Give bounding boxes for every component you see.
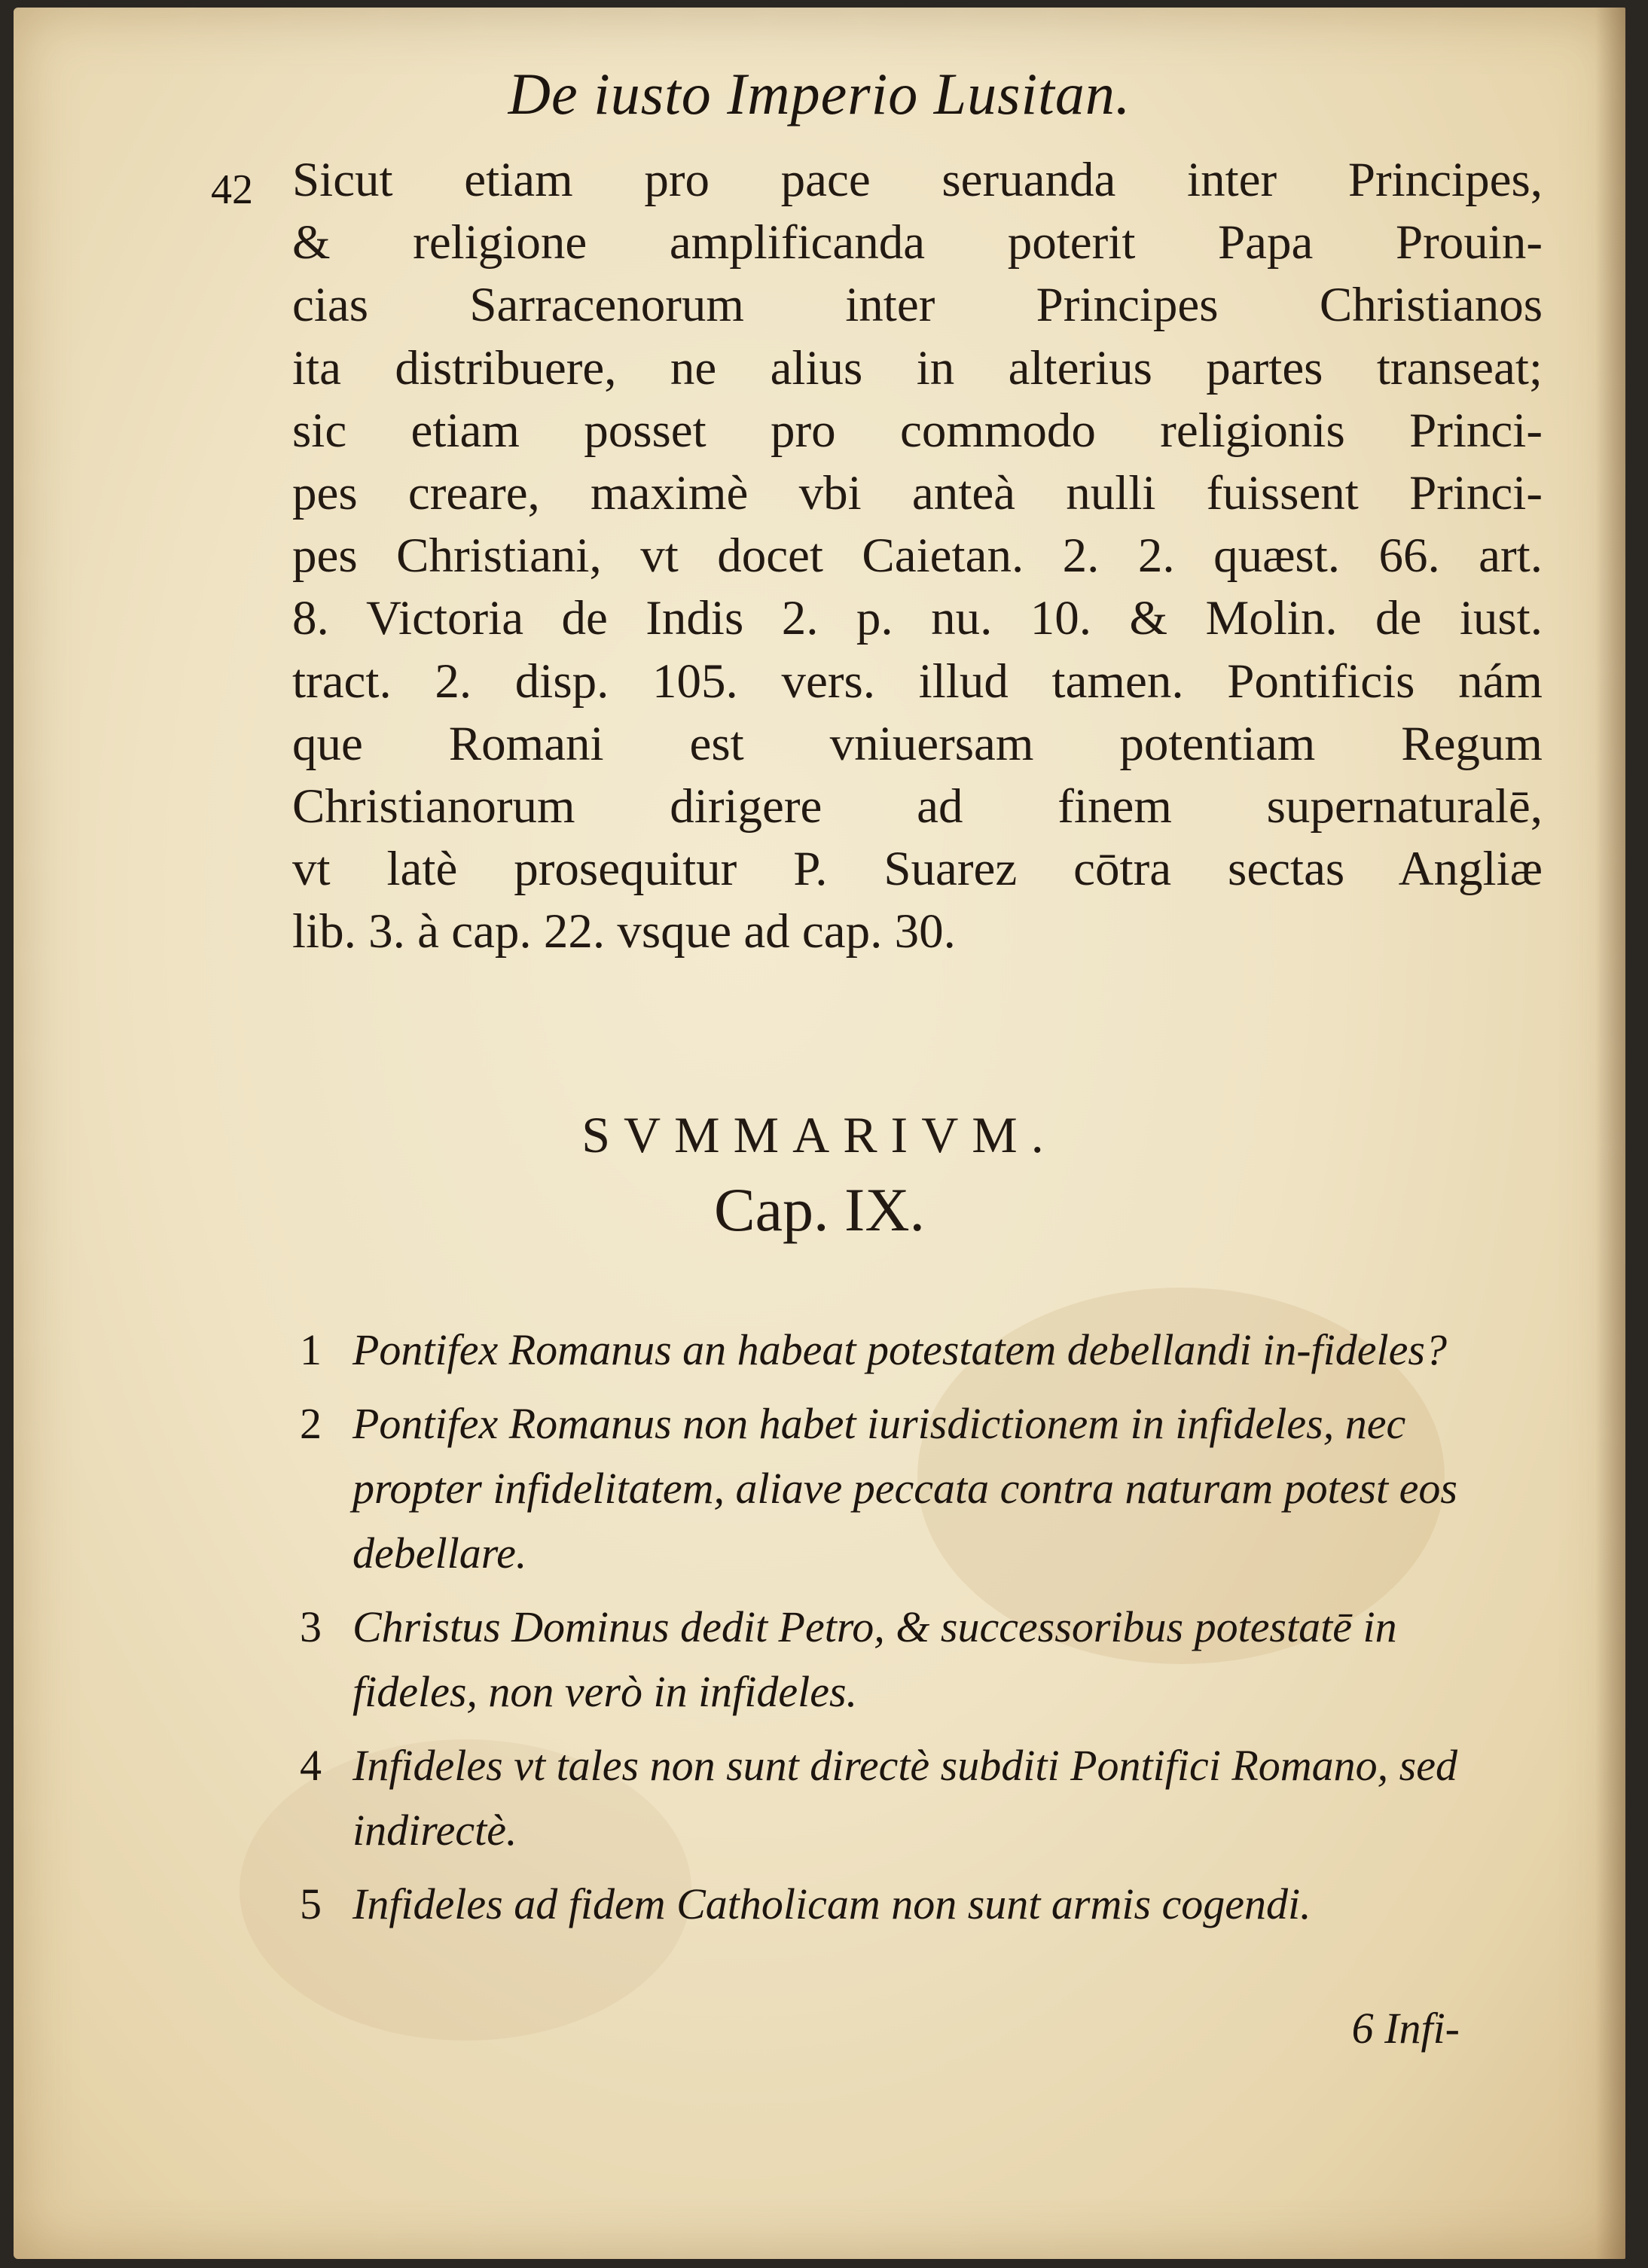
body-line: pes Christiani, vt docet Caietan. 2. 2. quæst. 66. art. [292, 529, 1543, 584]
body-line: tract. 2. disp. 105. vers. illud tamen. Pontificis nám [292, 654, 1543, 709]
summary-item [300, 1318, 1520, 1382]
summary-item-number: 3 [300, 1602, 322, 1651]
body-line: que Romani est vniuersam potentiam Regum [292, 716, 1543, 771]
body-line: sic etiam posset pro commodo religionis Princi- [292, 403, 1543, 458]
summary-item [300, 1872, 1520, 1937]
summary-item-number: 5 [300, 1879, 322, 1928]
body-line: ita distribuere, ne alius in alterius partes transeat; [292, 340, 1543, 395]
summary-item-text: Infideles ad fidem Catholicam non sunt armis cogendi. [352, 1879, 1311, 1928]
summary-item [300, 1595, 1520, 1724]
summary-item-text: Pontifex Romanus non habet iurisdictionem in infideles, nec propter infidelitatem, aliave peccata contra naturam potest eos debellare. [352, 1399, 1457, 1578]
body-line: Sicut etiam pro pace seruanda inter Principes, [292, 153, 1543, 207]
summary-item-number: 4 [300, 1741, 322, 1790]
summary-item [300, 1392, 1520, 1586]
body-line: lib. 3. à cap. 22. vsque ad cap. 30. [292, 904, 956, 959]
summary-item-number: 2 [300, 1399, 322, 1448]
summary-item-number: 1 [300, 1325, 322, 1374]
summary-item-text: Pontifex Romanus an habeat potestatem debellandi in-fideles? [352, 1325, 1447, 1374]
body-line: 8. Victoria de Indis 2. p. nu. 10. & Molin. de iust. [292, 591, 1543, 646]
chapter-title: Cap. IX. [713, 1175, 926, 1244]
body-line: Christianorum dirigere ad finem supernaturalē, [292, 779, 1543, 834]
catchword: 6 Infi- [1351, 2004, 1460, 2053]
summary-list [300, 1318, 1520, 1946]
summary-item-text: Infideles vt tales non sunt directè subditi Pontifici Romano, sed indirectè. [352, 1741, 1457, 1855]
book-page [14, 8, 1625, 2259]
page-number: 42 [211, 166, 253, 213]
body-line: vt latè prosequitur P. Suarez cōtra sectas Angliæ [292, 842, 1543, 897]
body-line: pes creare, maximè vbi anteà nulli fuissent Princi- [292, 466, 1543, 521]
summary-title: SVMMARIVM. [581, 1106, 1057, 1163]
summary-item-text: Christus Dominus dedit Petro, & successoribus potestatē in fideles, non verò in infideles. [352, 1602, 1397, 1716]
body-line: cias Sarracenorum inter Principes Christianos [292, 278, 1543, 333]
body-line: & religione amplificanda poterit Papa Prouin- [292, 215, 1543, 270]
summary-item [300, 1733, 1520, 1863]
running-head: De iusto Imperio Lusitan. [508, 61, 1131, 127]
body-paragraph [292, 149, 1543, 964]
